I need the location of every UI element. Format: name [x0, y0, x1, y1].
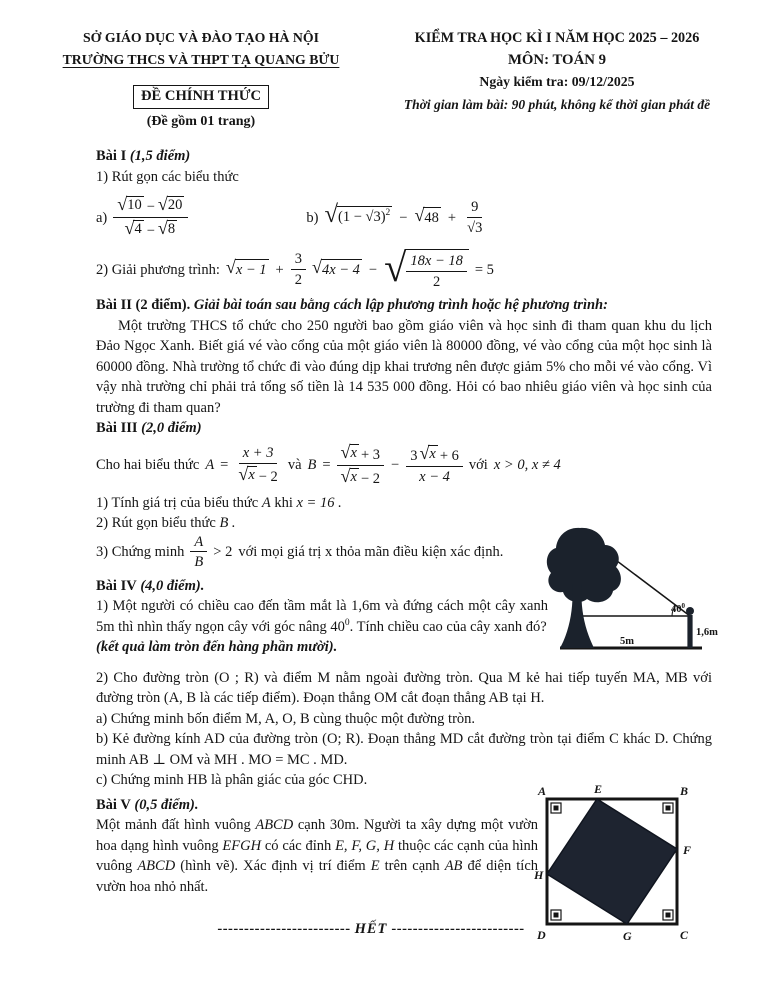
tree-icon — [547, 528, 621, 648]
sqrt-icon: √ — [157, 194, 168, 215]
bai2-problem-text: Một trường THCS tổ chức cho 250 người bao gồm giáo viên và học sinh đi tham quan khu du lịch Đảo Ngọc Xanh. Biết giá vé vào cổng của một giáo viên là 80000 đồng, vé vào cổng của một học sinh là 60000 đồng. Nhà trường tổ chức đi vào đúng dịp khai trương nên được giảm 5% cho mỗi vé vào cổng. Vì vậy nhà trường chỉ phải trả tổng số tiền là 14 535 000 đồng. Hỏi có bao nhiêu giáo viên và học sinh của trường đi tham quan? — [96, 317, 712, 416]
footer-dashes-left: ------------------------- — [217, 921, 351, 938]
sqrt-icon: √ — [419, 443, 430, 464]
footer-het-label: HẾT — [354, 921, 388, 938]
bai2-title-line: Bài II (2 điểm). Giải bài toán sau bằng cách lập phương trình hoặc hệ phương trình: — [96, 297, 608, 313]
school-name: TRƯỜNG THCS VÀ THPT TẠ QUANG BỬU — [62, 51, 340, 67]
bai1-question-1: 1) Rút gọn các biểu thức — [96, 168, 239, 185]
bai3-question-2: 2) Rút gọn biểu thức B . — [96, 515, 236, 531]
section-bai-2 — [96, 295, 712, 418]
vertex-A-label: A — [538, 783, 547, 798]
exam-duration: Thời gian làm bài: 90 phút, không kể thời gian phát đề — [403, 96, 711, 112]
var-A: A — [205, 457, 215, 474]
expression-a-fraction: √ 10 − √ 20 √ 4 − √ 8 — [113, 196, 188, 239]
exam-date: Ngày kiểm tra: 09/12/2025 — [479, 74, 635, 89]
angle-label: $40^0$ — [671, 601, 685, 615]
section-bai-4 — [96, 576, 718, 791]
bai4-question-2: 2) Cho đường tròn (O ; R) và điểm M nằm ngoài đường tròn. Qua M kẻ hai tiếp tuyến MA, MB với đường tròn (A, B là các tiếp điểm). Đoạn thẳng OM cắt đoạn thẳng AB tại H. — [96, 669, 712, 707]
var-B: B — [307, 457, 317, 474]
bai3-expressions: Cho hai biểu thức A = x + 3 √ x − 2 và B = √ x + 3 √ x − 2 − 3 √ x + 6 x − 4 với x > 0, x ≠ 4 — [96, 441, 561, 487]
label-a: a) — [96, 209, 108, 226]
equation-label: 2) Giải phương trình: — [96, 261, 220, 278]
vertex-F-label: F — [683, 842, 692, 857]
fraction-B2: 3 √ x + 6 x − 4 — [406, 445, 463, 485]
vertex-D-label: D — [537, 927, 546, 942]
sqrt-icon: √ — [384, 244, 407, 290]
official-exam-stamp: ĐỀ CHÍNH THỨC — [133, 85, 269, 109]
bai3-title: Bài III (2,0 điểm) — [96, 420, 202, 436]
vertex-E-label: E — [594, 781, 603, 796]
square-garden-figure — [534, 779, 706, 951]
bai3-question-3: 3) Chứng minh $\frac{A}{B}$ > 2 với mọi giá trị x thỏa mãn điều kiện xác định. — [96, 533, 504, 571]
bai5-problem-text: Một mảnh đất hình vuông ABCD cạnh 30m. Người ta xây dựng một vườn hoa dạng hình vuông EFGH có các đỉnh E, F, G, H thuộc các cạnh của hình vuông ABCD (hình vẽ). Xác định vị trí điểm E trên cạnh AB để diện tích vườn hoa nhỏ nhất. — [96, 817, 539, 895]
bai4-question-2b: b) Kẻ đường kính AD của đường tròn (O; R). Đoạn thẳng MD cắt đường tròn tại điểm C khác D. Chứng minh AB ⊥ OM và MH . MO = MC . MD. — [96, 731, 712, 768]
sqrt-icon: √ — [225, 257, 236, 278]
expression-b: √ $(1 - √3)^2$ − √ 48 + $\frac{9}{√3}$ — [324, 199, 483, 236]
bai1-equation: 2) Giải phương trình: √ x − 1 + $\frac{3}{2}$ √ 4x − 4 − √ $\frac{18x - 18}{2}$ = 5 — [96, 244, 494, 290]
fraction-A: x + 3 √ x − 2 — [238, 445, 278, 485]
exam-subject: MÔN: TOÁN 9 — [507, 51, 607, 68]
vertex-G-label: G — [623, 928, 632, 943]
footer-dashes-right: ------------------------- — [391, 921, 525, 938]
fraction-B1: √ x + 3 √ x − 2 — [337, 444, 384, 487]
tree-angle-figure — [542, 522, 724, 658]
exam-title: KIỂM TRA HỌC KÌ I NĂM HỌC 2025 – 2026 — [414, 30, 700, 46]
bai4-rounding-note: (kết quả làm tròn đến hàng phần mười). — [96, 639, 338, 656]
bai4-question-2c: c) Chứng minh HB là phân giác của góc CHD. — [96, 772, 368, 789]
document-header — [0, 0, 768, 132]
sqrt-icon: √ — [124, 218, 135, 238]
bai2-subtitle: Giải bài toán sau bằng cách lập phương trình hoặc hệ phương trình: — [193, 297, 608, 313]
header-right — [362, 28, 742, 132]
inner-square-EFGH — [547, 799, 677, 924]
distance-label: 5m — [620, 635, 634, 647]
bai4-question-1: 1) Một người có chiều cao đến tầm mắt là 1,6m và đứng cách một cây xanh 5m thì nhìn thấy ngọn cây với góc nâng $40^0$. Tính chiều cao của cây xanh đó? — [96, 598, 548, 635]
header-left — [40, 28, 362, 132]
sqrt-icon: √ — [414, 205, 425, 226]
sqrt-icon: √ — [311, 257, 322, 278]
bai3-condition: x > 0, x ≠ 4 — [493, 457, 561, 474]
department-name: SỞ GIÁO DỤC VÀ ĐÀO TẠO HÀ NỘI — [83, 30, 319, 45]
bai1-title: Bài I (1,5 điểm) — [96, 148, 191, 164]
sqrt-icon: √ — [324, 200, 338, 228]
sqrt-icon: √ — [157, 218, 168, 238]
label-b: b) — [306, 209, 319, 226]
sqrt-icon: √ — [238, 464, 249, 484]
bai4-question-2a: a) Chứng minh bốn điểm M, A, O, B cùng thuộc một đường tròn. — [96, 710, 476, 727]
sqrt-icon: √ — [117, 194, 128, 215]
vertex-H-label: H — [534, 867, 544, 882]
sqrt-icon: √ — [340, 465, 351, 486]
person-icon — [686, 607, 694, 648]
bai3-question-1: 1) Tính giá trị của biểu thức A khi x = 16 . — [96, 494, 342, 511]
vertex-B-label: B — [680, 783, 689, 798]
fraction-A-over-B: $\frac{A}{B}$ — [190, 534, 207, 571]
bai4-title: Bài IV (4,0 điểm). — [96, 577, 205, 594]
pages-note: (Đề gồm 01 trang) — [146, 113, 256, 129]
sqrt-icon: √ — [340, 441, 351, 462]
bai5-title: Bài V (0,5 điểm). — [96, 796, 199, 813]
person-height-label: 1,6m — [696, 626, 718, 638]
exam-content — [96, 146, 718, 943]
bai1-expressions — [96, 190, 712, 246]
vertex-C-label: C — [680, 927, 689, 942]
section-bai-1 — [96, 146, 712, 293]
